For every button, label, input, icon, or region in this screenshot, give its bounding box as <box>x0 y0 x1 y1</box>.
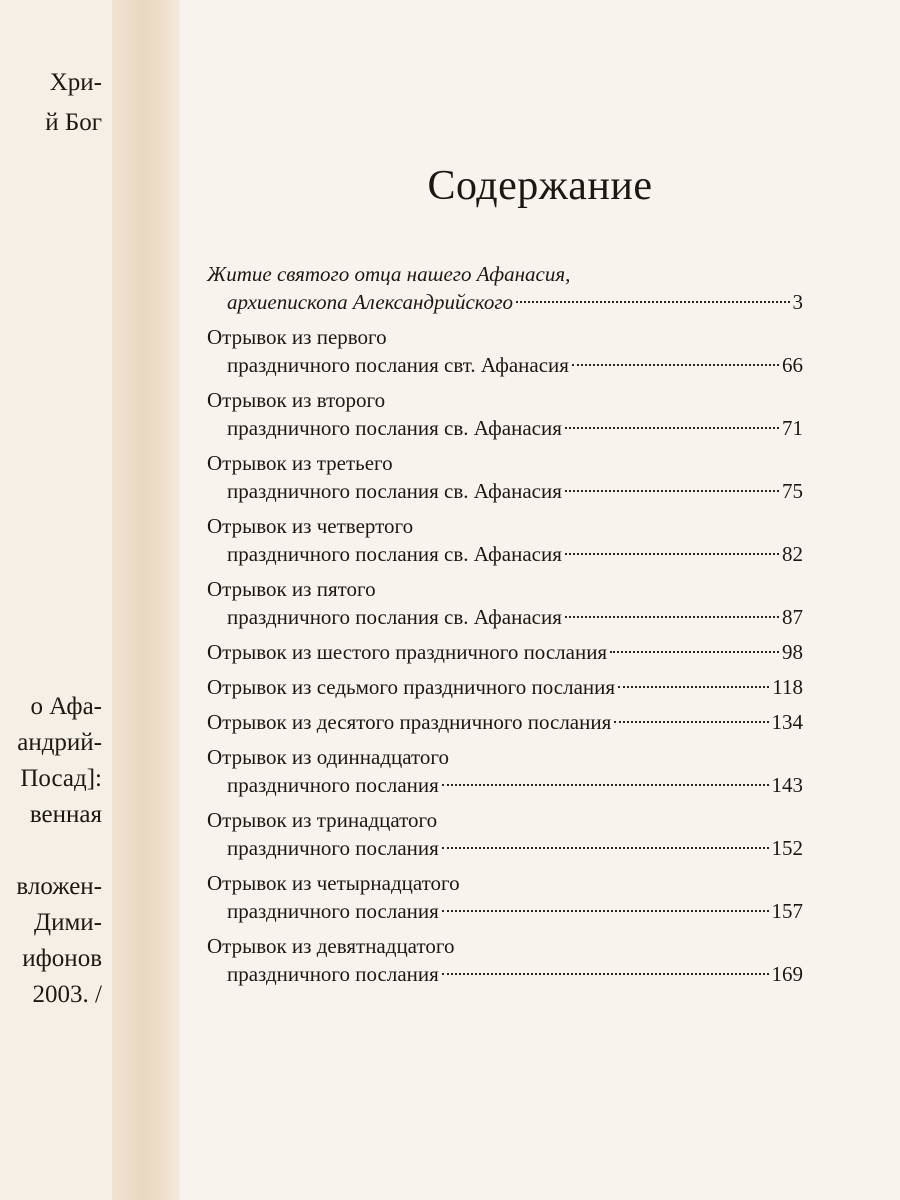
toc-entry-title-continuation: праздничного послания <box>227 836 439 860</box>
dot-leader <box>618 686 769 688</box>
toc-entry-title: Житие святого отца нашего Афанасия, <box>207 262 571 286</box>
toc-entry[interactable] <box>207 323 803 379</box>
dot-leader <box>565 616 779 618</box>
toc-entry-line <box>207 708 803 736</box>
toc-page-number: 75 <box>782 479 803 503</box>
toc-page-number: 169 <box>771 962 803 986</box>
toc-entry-title-continuation: праздничного послания св. Афанасия <box>227 416 562 440</box>
toc-entry[interactable] <box>207 743 803 799</box>
toc-entry-line <box>207 351 803 379</box>
toc-entry-title-continuation: праздничного послания св. Афанасия <box>227 605 562 629</box>
toc-entry-title: Отрывок из седьмого праздничного послания <box>207 675 616 699</box>
toc-page-number: 71 <box>782 416 803 440</box>
left-page-line: вложен- <box>16 873 102 900</box>
toc-entry[interactable] <box>207 449 803 505</box>
toc-page-number: 157 <box>771 899 803 923</box>
toc-entry-line <box>207 414 803 442</box>
toc-entry-title-continuation: архиепископа Александрийского <box>227 290 514 314</box>
toc-page-number: 134 <box>771 710 803 734</box>
toc-page-number: 143 <box>771 773 803 797</box>
toc-entry-line <box>207 673 803 701</box>
dot-leader <box>516 301 789 303</box>
toc-page-number: 82 <box>782 542 803 566</box>
toc-entry-title: Отрывок из второго <box>207 388 386 412</box>
left-page-line: Посад]: <box>20 765 102 792</box>
dot-leader <box>442 973 769 975</box>
toc-entry-line <box>207 603 803 631</box>
toc-entry[interactable] <box>207 806 803 862</box>
toc-title: Содержание <box>427 163 653 209</box>
left-page-line: ифонов <box>22 945 102 972</box>
toc-entry-line <box>207 834 803 862</box>
toc-page-number: 152 <box>771 836 803 860</box>
toc-entry-title-continuation: праздничного послания св. Афанасия <box>227 479 562 503</box>
left-page-fragment <box>0 0 112 1200</box>
toc-entry-title: Отрывок из первого <box>207 325 387 349</box>
toc-entry-title-continuation: праздничного послания <box>227 773 439 797</box>
book-spine-gutter <box>112 0 180 1200</box>
toc-entry-title: Отрывок из третьего <box>207 451 393 475</box>
toc-entry-line <box>207 771 803 799</box>
toc-entry-title: Отрывок из десятого праздничного послания <box>207 710 612 734</box>
toc-entry-line <box>207 897 803 925</box>
toc-entry[interactable] <box>207 708 803 736</box>
toc-entry-title-continuation: праздничного послания свт. Афанасия <box>227 353 569 377</box>
dot-leader <box>610 651 779 653</box>
toc-entry[interactable] <box>207 638 803 666</box>
dot-leader <box>565 490 779 492</box>
toc-entry[interactable] <box>207 869 803 925</box>
toc-page-number: 87 <box>782 605 803 629</box>
toc-entry-title: Отрывок из тринадцатого <box>207 808 438 832</box>
toc-page-number: 3 <box>792 290 803 314</box>
toc-entry-title: Отрывок из пятого <box>207 577 376 601</box>
toc-entry-title-continuation: праздничного послания <box>227 962 439 986</box>
toc-entry-title: Отрывок из шестого праздничного послания <box>207 640 608 664</box>
toc-entry-line <box>207 540 803 568</box>
left-page-line: андрий- <box>17 729 102 756</box>
toc-entry[interactable] <box>207 512 803 568</box>
toc-entry-line <box>207 477 803 505</box>
dot-leader <box>442 910 769 912</box>
table-of-contents <box>207 260 803 995</box>
toc-entry-title-continuation: праздничного послания <box>227 899 439 923</box>
toc-entry-title: Отрывок из девятнадцатого <box>207 934 455 958</box>
left-page-line: Дими- <box>34 909 102 936</box>
toc-entry-title: Отрывок из четвертого <box>207 514 414 538</box>
toc-entry[interactable] <box>207 260 803 316</box>
toc-entry-title: Отрывок из четырнадцатого <box>207 871 460 895</box>
dot-leader <box>442 784 769 786</box>
toc-page-number: 98 <box>782 640 803 664</box>
left-page-line: й Бог <box>45 109 102 136</box>
left-page-line: венная <box>29 801 102 828</box>
dot-leader <box>565 427 779 429</box>
toc-entry-title-continuation: праздничного послания св. Афанасия <box>227 542 562 566</box>
toc-entry-line <box>207 960 803 988</box>
dot-leader <box>614 721 768 723</box>
toc-entry[interactable] <box>207 575 803 631</box>
left-page-line: о Афа- <box>30 693 102 720</box>
toc-entry-line <box>207 288 803 316</box>
dot-leader <box>572 364 779 366</box>
toc-entry[interactable] <box>207 386 803 442</box>
toc-entry-title: Отрывок из одиннадцатого <box>207 745 450 769</box>
toc-page-number: 118 <box>772 675 803 699</box>
toc-entry[interactable] <box>207 932 803 988</box>
left-page-line: 2003. / <box>32 981 102 1008</box>
left-page-line: Хри- <box>49 69 102 96</box>
toc-page-number: 66 <box>782 353 803 377</box>
dot-leader <box>565 553 779 555</box>
dot-leader <box>442 847 769 849</box>
toc-entry[interactable] <box>207 673 803 701</box>
toc-entry-line <box>207 638 803 666</box>
